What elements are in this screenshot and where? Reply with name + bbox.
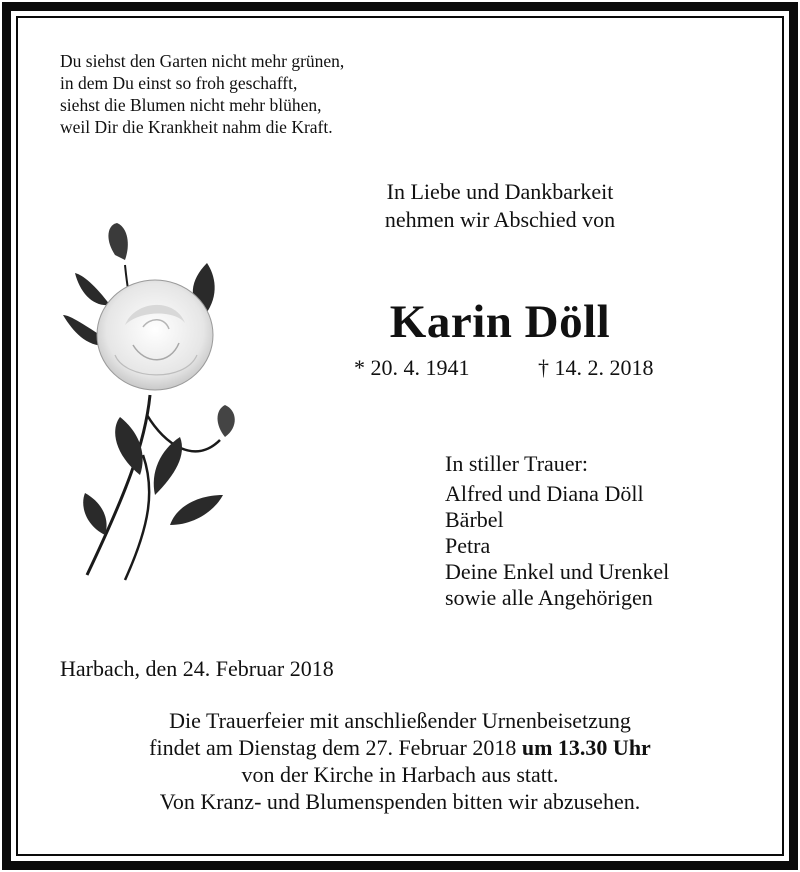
mourner-name: Alfred und Diana Döll <box>445 481 644 506</box>
poem-line: in dem Du einst so froh geschafft, <box>60 73 298 93</box>
mourners-list <box>445 481 669 611</box>
mourner-name: Deine Enkel und Urenkel <box>445 559 670 584</box>
service-line: von der Kirche in Harbach aus statt. <box>241 762 559 787</box>
intro-line: nehmen wir Abschied von <box>384 207 616 232</box>
poem-line: Du siehst den Garten nicht mehr grünen, <box>60 51 345 71</box>
poem-line: siehst die Blumen nicht mehr blühen, <box>60 95 322 115</box>
mourner-name: Bärbel <box>445 507 504 532</box>
service-time: um 13.30 Uhr <box>521 735 651 760</box>
mourner-name: sowie alle Angehörigen <box>445 585 653 610</box>
service-line: Von Kranz- und Blumenspenden bitten wir abzusehen. <box>159 789 641 814</box>
poem-line: weil Dir die Krankheit nahm die Kraft. <box>60 117 333 137</box>
mourner-name: Petra <box>445 533 491 558</box>
birth-date: * 20. 4. 1941 <box>354 355 470 380</box>
service-line <box>20 734 780 761</box>
rose-illustration-icon <box>55 205 255 585</box>
service-date-text: findet am Dienstag dem 27. Februar 2018 <box>149 735 522 760</box>
poem <box>60 50 344 138</box>
place-date: Harbach, den 24. Februar 2018 <box>60 656 334 681</box>
intro-line: In Liebe und Dankbarkeit <box>386 179 614 204</box>
farewell-intro <box>330 178 670 234</box>
mourners-title: In stiller Trauer: <box>445 451 588 476</box>
deceased-name: Karin Döll <box>389 296 611 348</box>
service-line: Die Trauerfeier mit anschließender Urnenbeisetzung <box>169 708 631 733</box>
death-date: † 14. 2. 2018 <box>538 355 654 380</box>
service-info <box>20 707 780 815</box>
